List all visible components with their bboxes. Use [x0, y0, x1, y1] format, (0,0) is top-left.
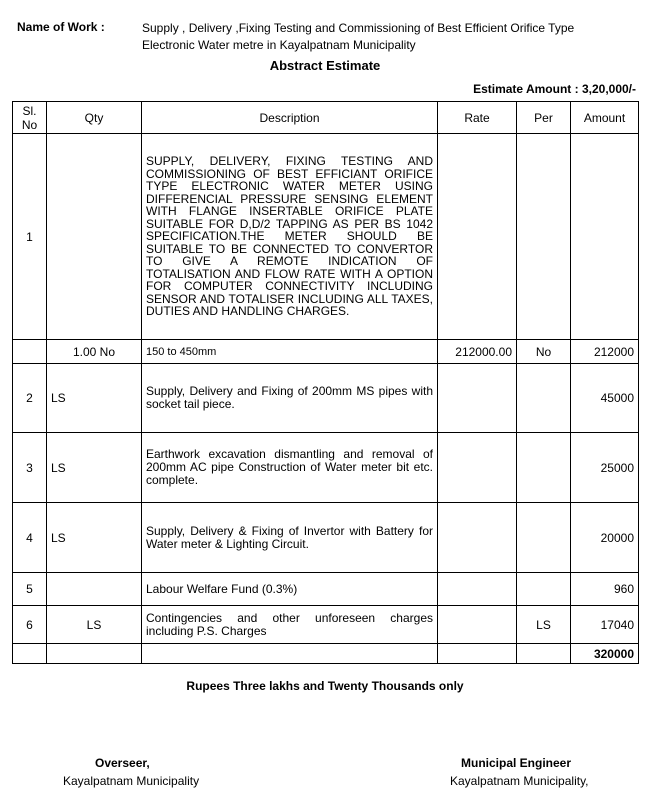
estimate-table — [12, 101, 639, 664]
cell-per — [517, 134, 571, 340]
name-of-work-text — [142, 20, 622, 54]
engineer-title-text: Municipal Engineer — [461, 756, 572, 770]
cell-empty — [13, 644, 47, 664]
cell-per — [517, 503, 571, 573]
cell-description: Earthwork excavation dismantling and removal of 200mm AC pipe Construction of Water meter bit etc. complete. — [142, 433, 438, 503]
amount-in-words: Rupees Three lakhs and Twenty Thousands only — [186, 679, 464, 693]
cell-description: SUPPLY, DELIVERY, FIXING TESTING AND COMMISSIONING OF BEST EFFICIANT ORIFICE TYPE ELECTRONIC WATER METER USING DIFFERENCIAL PRESSURE SENSING ELEMENT WITH FLANGE INSERTABLE ORIFICE PLATE SUITABLE FOR D,D/2 TAPPING AS PER BS 1042 SPECIFICATION.THE METER SHOULD BE SUITABLE TO BE CONNECTED TO CONVERTOR TO GIVE A REMOTE INDICATION OF TOTALISATION AND FLOW RATE WITH A OPTION FOR COMPUTER CONNECTIVITY INCLUDING SENSOR AND TOTALISER INCLUDING ALL TAXES, DUTIES AND HANDLING CHARGES. — [142, 134, 438, 340]
cell-sl: 4 — [13, 503, 47, 573]
cell-per: LS — [517, 606, 571, 644]
table-row — [13, 433, 639, 503]
col-header-rate: Rate — [438, 102, 517, 134]
cell-per — [517, 433, 571, 503]
cell-amount: 17040 — [571, 606, 639, 644]
name-of-work-label: Name of Work : — [17, 20, 105, 34]
table-row — [13, 606, 639, 644]
cell-amount — [571, 134, 639, 340]
cell-qty — [47, 134, 142, 340]
cell-amount: 45000 — [571, 364, 639, 433]
cell-rate — [438, 134, 517, 340]
cell-description: Supply, Delivery & Fixing of Invertor with Battery for Water meter & Lighting Circuit. — [142, 503, 438, 573]
cell-sl: 3 — [13, 433, 47, 503]
cell-rate — [438, 606, 517, 644]
cell-amount: 212000 — [571, 340, 639, 364]
cell-per — [517, 573, 571, 606]
overseer-title — [95, 754, 150, 772]
col-header-amount: Amount — [571, 102, 639, 134]
estimate-amount: Estimate Amount : 3,20,000/- — [473, 82, 636, 96]
cell-qty: LS — [47, 433, 142, 503]
cell-amount: 20000 — [571, 503, 639, 573]
cell-qty — [47, 573, 142, 606]
cell-empty — [438, 644, 517, 664]
cell-empty — [517, 644, 571, 664]
cell-sl: 6 — [13, 606, 47, 644]
cell-rate: 212000.00 — [438, 340, 517, 364]
cell-sl: 5 — [13, 573, 47, 606]
cell-amount: 960 — [571, 573, 639, 606]
cell-empty — [142, 644, 438, 664]
overseer-org: Kayalpatnam Municipality — [63, 774, 200, 788]
page-title: Abstract Estimate — [269, 58, 381, 73]
col-header-description: Description — [142, 102, 438, 134]
cell-per — [517, 364, 571, 433]
table-row — [13, 573, 639, 606]
table-total-row — [13, 644, 639, 664]
cell-qty: LS — [47, 503, 142, 573]
table-row — [13, 134, 639, 340]
col-header-sl: Sl. No — [13, 102, 47, 134]
cell-qty: LS — [47, 606, 142, 644]
cell-rate — [438, 503, 517, 573]
cell-sl: 2 — [13, 364, 47, 433]
table-header-row — [13, 102, 639, 134]
cell-qty: 1.00 No — [47, 340, 142, 364]
cell-amount: 25000 — [571, 433, 639, 503]
cell-empty — [47, 644, 142, 664]
table-row — [13, 503, 639, 573]
table-row — [13, 340, 639, 364]
name-of-work-line2: Electronic Water metre in Kayalpatnam Municipality — [142, 38, 416, 52]
cell-rate — [438, 573, 517, 606]
col-header-per: Per — [517, 102, 571, 134]
cell-description: 150 to 450mm — [142, 340, 438, 364]
cell-sl: 1 — [13, 134, 47, 340]
table-row — [13, 364, 639, 433]
total-amount: 320000 — [571, 644, 639, 664]
cell-qty: LS — [47, 364, 142, 433]
engineer-org: Kayalpatnam Municipality, — [450, 774, 589, 788]
engineer-title — [461, 754, 571, 772]
cell-description: Contingencies and other unforeseen charges including P.S. Charges — [142, 606, 438, 644]
cell-description: Supply, Delivery and Fixing of 200mm MS pipes with socket tail piece. — [142, 364, 438, 433]
cell-per: No — [517, 340, 571, 364]
cell-sl — [13, 340, 47, 364]
col-header-qty: Qty — [47, 102, 142, 134]
overseer-title-text: Overseer, — [95, 756, 150, 770]
cell-description: Labour Welfare Fund (0.3%) — [142, 573, 438, 606]
name-of-work-line1: Supply , Delivery ,Fixing Testing and Commissioning of Best Efficient Orifice Type — [142, 21, 575, 35]
cell-rate — [438, 364, 517, 433]
cell-rate — [438, 433, 517, 503]
